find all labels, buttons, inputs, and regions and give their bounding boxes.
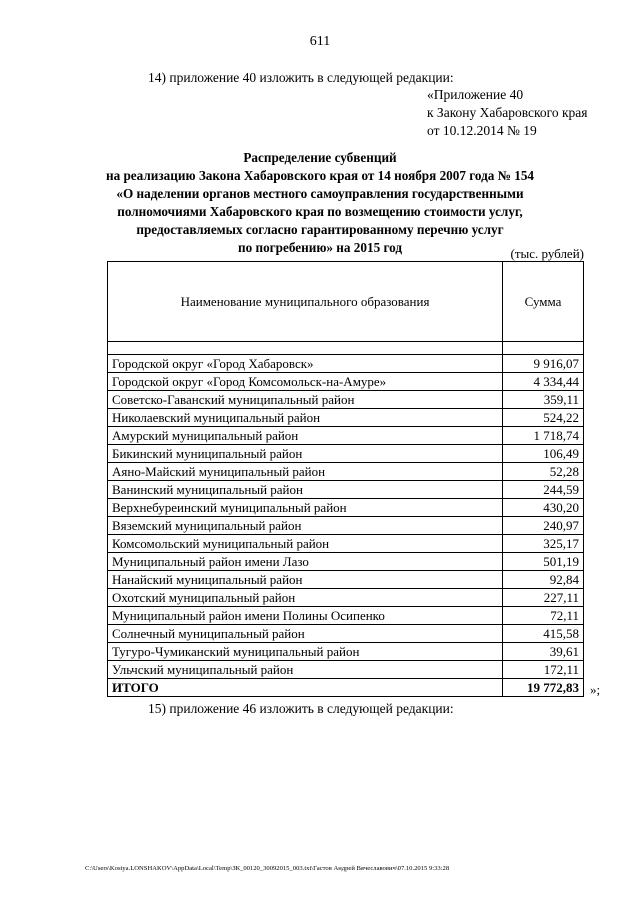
amount-value: 501,19 xyxy=(503,553,584,571)
amount-value: 244,59 xyxy=(503,481,584,499)
table-row xyxy=(108,517,584,535)
table-row xyxy=(108,445,584,463)
table-row xyxy=(108,571,584,589)
document-title xyxy=(100,149,540,257)
amount-value: 9 916,07 xyxy=(503,355,584,373)
table-row xyxy=(108,643,584,661)
municipality-name: Николаевский муниципальный район xyxy=(108,409,503,427)
column-header-sum: Сумма xyxy=(503,262,584,342)
municipality-name: Советско-Гаванский муниципальный район xyxy=(108,391,503,409)
table-row xyxy=(108,391,584,409)
unit-label: (тыс. рублей) xyxy=(510,246,584,261)
municipality-name: Верхнебуреинский муниципальный район xyxy=(108,499,503,517)
municipality-name: Муниципальный район имени Полины Осипенко xyxy=(108,607,503,625)
total-label: ИТОГО xyxy=(108,679,503,697)
municipality-name: Комсомольский муниципальный район xyxy=(108,535,503,553)
table-row xyxy=(108,355,584,373)
municipality-name: Солнечный муниципальный район xyxy=(108,625,503,643)
spacer-cell xyxy=(503,342,584,355)
footer-file-path: C:\Users\Kostya.LONSHAKOV\AppData\Local\Temp\ЗК_00120_30092015_003.txt\Гастов Андрей Вячеславович\07.10.2015 9:33:28 xyxy=(85,865,450,872)
column-header-name: Наименование муниципального образования xyxy=(108,262,503,342)
amount-value: 415,58 xyxy=(503,625,584,643)
table-row xyxy=(108,589,584,607)
appendix-heading xyxy=(427,86,588,140)
total-row xyxy=(108,679,584,697)
table-row xyxy=(108,463,584,481)
municipality-name: Ванинский муниципальный район xyxy=(108,481,503,499)
title-line-4: полномочиями Хабаровского края по возмещению стоимости услуг, xyxy=(117,204,523,219)
municipality-name: Вяземский муниципальный район xyxy=(108,517,503,535)
amount-value: 227,11 xyxy=(503,589,584,607)
table-row xyxy=(108,481,584,499)
table-row xyxy=(108,553,584,571)
total-value: 19 772,83 xyxy=(503,679,584,697)
amount-value: 359,11 xyxy=(503,391,584,409)
title-line-6: по погребению» на 2015 год xyxy=(238,240,402,255)
municipality-name: Городской округ «Город Хабаровск» xyxy=(108,355,503,373)
amount-value: 524,22 xyxy=(503,409,584,427)
municipality-name: Тугуро-Чумиканский муниципальный район xyxy=(108,643,503,661)
table-row xyxy=(108,607,584,625)
title-line-5: предоставляемых согласно гарантированному перечню услуг xyxy=(136,222,504,237)
table-row xyxy=(108,427,584,445)
amount-value: 325,17 xyxy=(503,535,584,553)
title-line-1: Распределение субвенций xyxy=(243,150,397,165)
table-row xyxy=(108,625,584,643)
amount-value: 172,11 xyxy=(503,661,584,679)
appendix-line-1: «Приложение 40 xyxy=(427,87,524,102)
table-spacer-row xyxy=(108,342,584,355)
table-header-row xyxy=(108,262,584,342)
table-row xyxy=(108,499,584,517)
municipality-name: Аяно-Майский муниципальный район xyxy=(108,463,503,481)
municipality-name: Амурский муниципальный район xyxy=(108,427,503,445)
amount-value: 106,49 xyxy=(503,445,584,463)
amount-value: 92,84 xyxy=(503,571,584,589)
instruction-15: 15) приложение 46 изложить в следующей редакции: xyxy=(148,701,454,716)
spacer-cell xyxy=(108,342,503,355)
amount-value: 52,28 xyxy=(503,463,584,481)
municipality-name: Ульчский муниципальный район xyxy=(108,661,503,679)
amount-value: 430,20 xyxy=(503,499,584,517)
appendix-line-2: к Закону Хабаровского края xyxy=(427,105,588,120)
table-row xyxy=(108,373,584,391)
closing-quote: »; xyxy=(590,682,601,697)
table-row xyxy=(108,535,584,553)
subvention-table xyxy=(107,261,584,697)
amount-value: 4 334,44 xyxy=(503,373,584,391)
municipality-name: Бикинский муниципальный район xyxy=(108,445,503,463)
appendix-line-3: от 10.12.2014 № 19 xyxy=(427,123,537,138)
title-line-2: на реализацию Закона Хабаровского края от 14 ноября 2007 года № 154 xyxy=(105,168,535,183)
table-row xyxy=(108,661,584,679)
municipality-name: Городской округ «Город Комсомольск-на-Амуре» xyxy=(108,373,503,391)
amount-value: 240,97 xyxy=(503,517,584,535)
municipality-name: Нанайский муниципальный район xyxy=(108,571,503,589)
municipality-name: Охотский муниципальный район xyxy=(108,589,503,607)
title-line-3: «О наделении органов местного самоуправления государственными xyxy=(116,186,524,201)
municipality-name: Муниципальный район имени Лазо xyxy=(108,553,503,571)
page-number: 611 xyxy=(309,34,331,49)
amount-value: 1 718,74 xyxy=(503,427,584,445)
instruction-14: 14) приложение 40 изложить в следующей редакции: xyxy=(148,70,454,85)
table-row xyxy=(108,409,584,427)
amount-value: 72,11 xyxy=(503,607,584,625)
amount-value: 39,61 xyxy=(503,643,584,661)
